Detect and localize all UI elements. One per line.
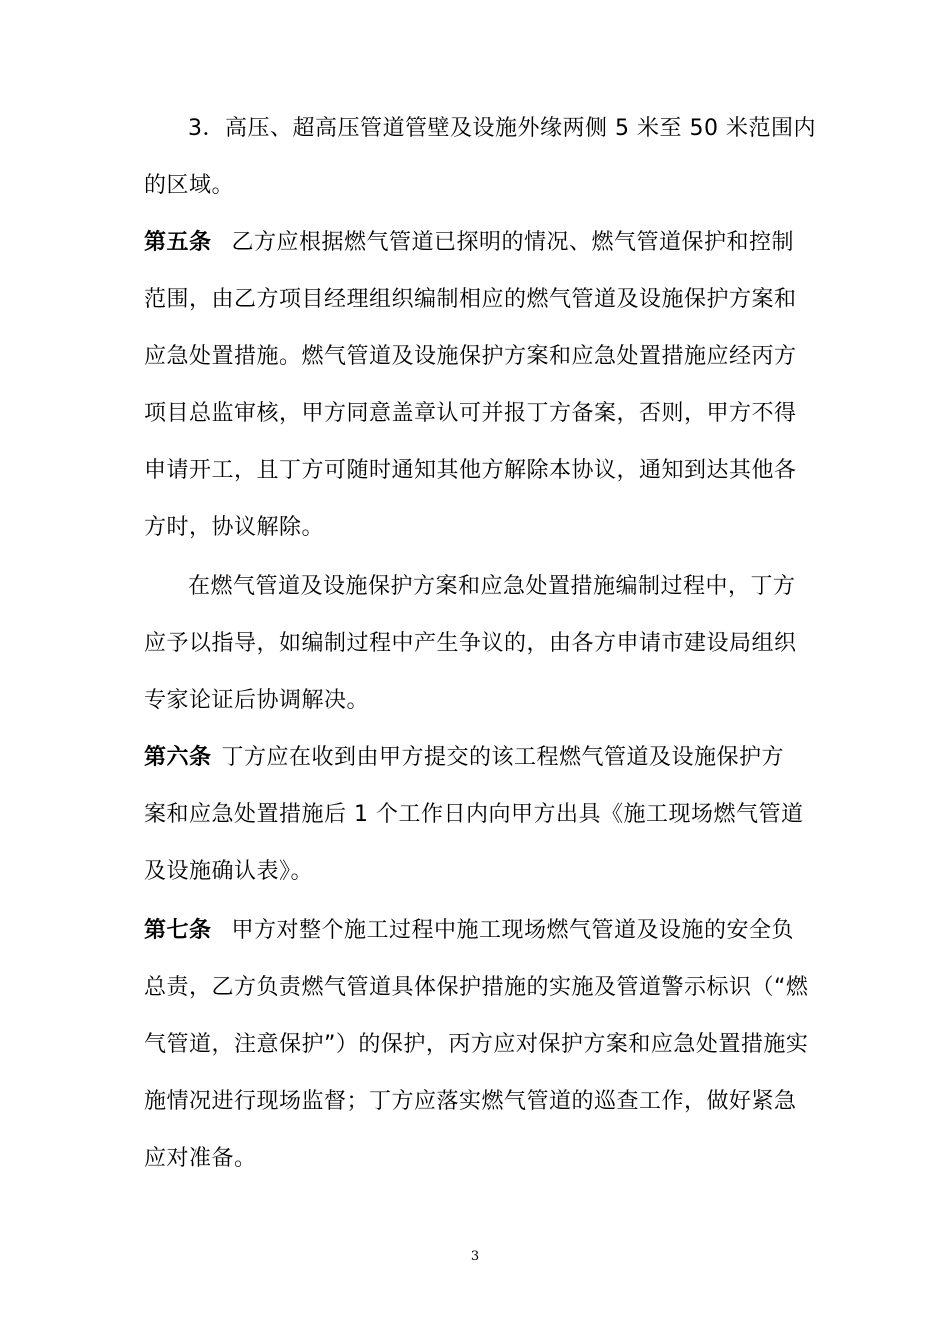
paragraph-text: 丁方应在收到由甲方提交的该工程燃气管道及设施保护方 — [221, 745, 785, 770]
article-7-line — [144, 916, 794, 946]
paragraph-line: 范围，由乙方项目经理组织编制相应的燃气管道及设施保护方案和 — [144, 287, 797, 312]
page-number: 3 — [470, 1249, 480, 1264]
paragraph-line: 专家论证后协调解决。 — [144, 688, 370, 713]
paragraph-line: 在燃气管道及设施保护方案和应急处置措施编制过程中，丁方 — [188, 574, 796, 599]
paragraph-line: 项目总监审核，甲方同意盖章认可并报丁方备案，否则，甲方不得 — [144, 401, 797, 426]
paragraph-line: 施情况进行现场监督；丁方应落实燃气管道的巡查工作，做好紧急 — [144, 1089, 797, 1114]
paragraph-line: 申请开工，且丁方可随时通知其他方解除本协议，通知到达其他各 — [144, 458, 797, 483]
paragraph-line: 总责，乙方负责燃气管道具体保护措施的实施及管道警示标识（“燃 — [144, 975, 809, 1000]
paragraph-line: 3．高压、超高压管道管壁及设施外缘两侧 5 米至 50 米范围内 — [188, 116, 816, 141]
paragraph-line: 应急处置措施。燃气管道及设施保护方案和应急处置措施应经丙方 — [144, 344, 797, 369]
article-7-heading: 第七条 — [144, 918, 212, 943]
paragraph-line: 应予以指导，如编制过程中产生争议的，由各方申请市建设局组织 — [144, 631, 797, 656]
paragraph-line: 应对准备。 — [144, 1146, 257, 1171]
paragraph-text: 甲方对整个施工过程中施工现场燃气管道及设施的安全负 — [231, 918, 795, 943]
paragraph-line: 的区域。 — [144, 173, 235, 198]
article-5-line — [144, 228, 794, 258]
article-5-heading: 第五条 — [144, 230, 212, 255]
paragraph-line: 气管道，注意保护”）的保护，丙方应对保护方案和应急处置措施实 — [144, 1032, 809, 1057]
paragraph-line: 方时，协议解除。 — [144, 515, 325, 540]
paragraph-line: 案和应急处置措施后 1 个工作日内向甲方出具《施工现场燃气管道 — [144, 802, 804, 827]
paragraph-text: 乙方应根据燃气管道已探明的情况、燃气管道保护和控制 — [231, 230, 795, 255]
paragraph-line: 及设施确认表》。 — [144, 859, 314, 884]
article-6-line — [144, 743, 784, 773]
article-6-heading: 第六条 — [144, 745, 212, 770]
